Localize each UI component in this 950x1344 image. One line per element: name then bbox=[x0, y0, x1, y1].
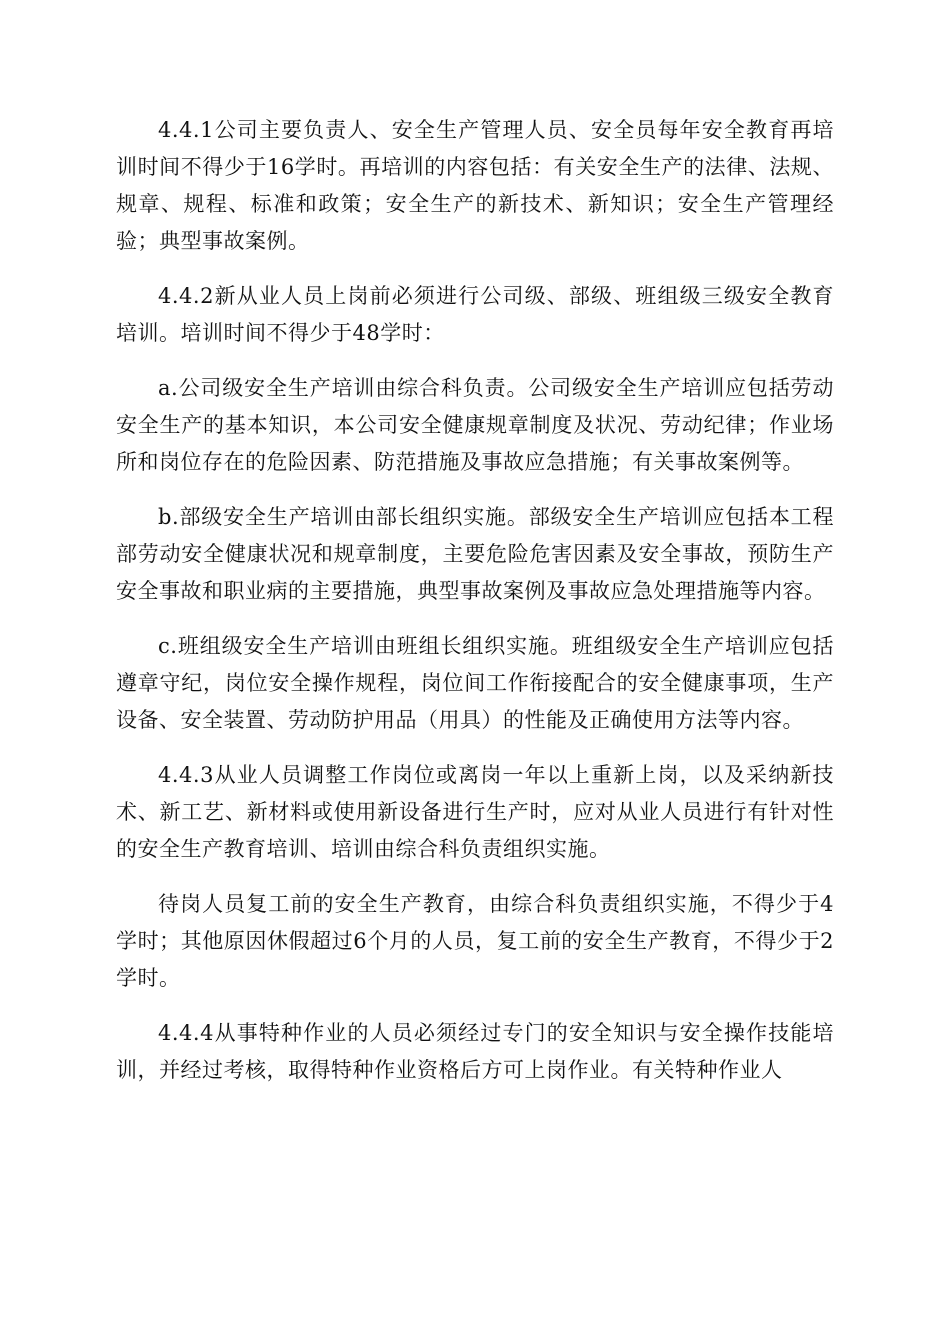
paragraph-item-c: c.班组级安全生产培训由班组长组织实施。班组级安全生产培训应包括遵章守纪，岗位安全操作规程，岗位间工作衔接配合的安全健康事项，生产设备、安全装置、劳动防护用品（用具）的性能及正确使用方法等内容。 bbox=[116, 634, 834, 732]
document-body bbox=[116, 112, 834, 1107]
paragraph-4-4-1: 4.4.1公司主要负责人、安全生产管理人员、安全员每年安全教育再培训时间不得少于16学时。再培训的内容包括：有关安全生产的法律、法规、规章、规程、标准和政策；安全生产的新技术、新知识；安全生产管理经验；典型事故案例。 bbox=[116, 118, 834, 253]
paragraph-item-a: a.公司级安全生产培训由综合科负责。公司级安全生产培训应包括劳动安全生产的基本知识，本公司安全健康规章制度及状况、劳动纪律；作业场所和岗位存在的危险因素、防范措施及事故应急措施；有关事故案例等。 bbox=[116, 376, 834, 474]
paragraph-item-b: b.部级安全生产培训由部长组织实施。部级安全生产培训应包括本工程部劳动安全健康状况和规章制度，主要危险危害因素及安全事故，预防生产安全事故和职业病的主要措施，典型事故案例及事故应急处理措施等内容。 bbox=[116, 505, 834, 603]
paragraph-4-4-4: 4.4.4从事特种作业的人员必须经过专门的安全知识与安全操作技能培训，并经过考核，取得特种作业资格后方可上岗作业。有关特种作业人 bbox=[116, 1021, 834, 1082]
paragraph-standby-staff: 待岗人员复工前的安全生产教育，由综合科负责组织实施，不得少于4学时；其他原因休假超过6个月的人员，复工前的安全生产教育，不得少于2学时。 bbox=[116, 892, 834, 990]
paragraph-4-4-3: 4.4.3从业人员调整工作岗位或离岗一年以上重新上岗，以及采纳新技术、新工艺、新材料或使用新设备进行生产时，应对从业人员进行有针对性的安全生产教育培训、培训由综合科负责组织实施。 bbox=[116, 763, 834, 861]
paragraph-4-4-2: 4.4.2新从业人员上岗前必须进行公司级、部级、班组级三级安全教育培训。培训时间不得少于48学时： bbox=[116, 284, 834, 345]
